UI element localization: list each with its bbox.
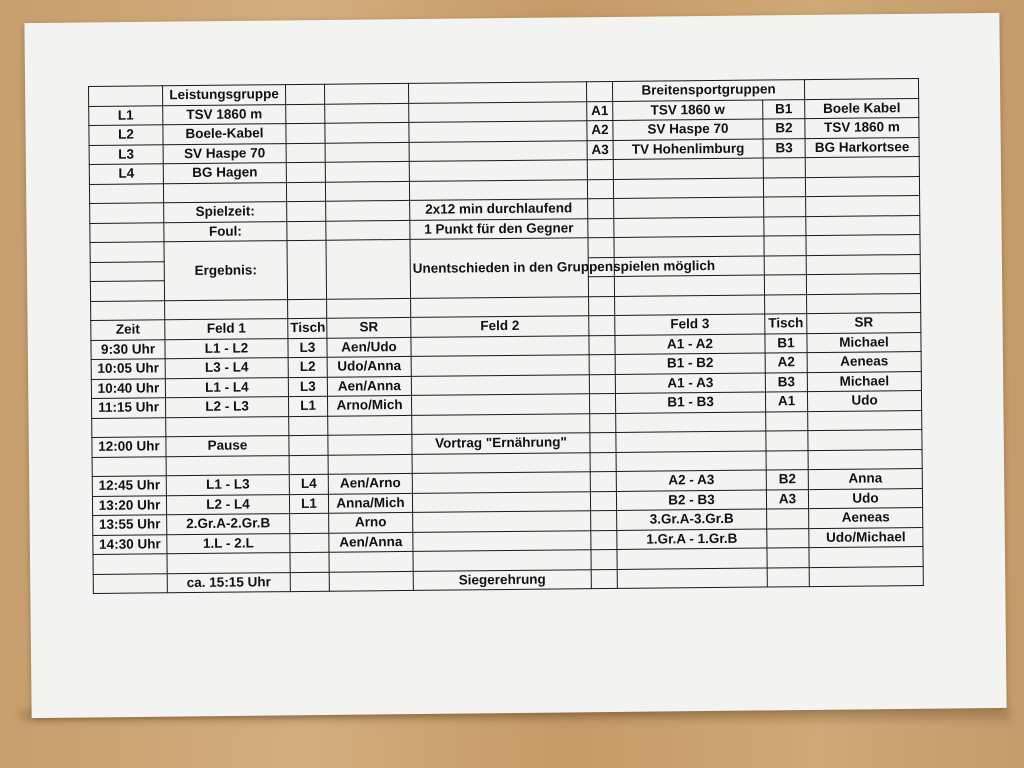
sr1-cell	[328, 454, 412, 474]
zeit-cell: 10:40 Uhr	[91, 378, 165, 398]
empty-cell	[586, 81, 612, 101]
feld3-cell: B1 - B2	[615, 353, 765, 374]
sr3-cell	[809, 547, 923, 568]
empty-cell	[90, 281, 164, 301]
sr1-cell	[329, 551, 413, 571]
zeit-cell: 13:55 Uhr	[93, 515, 167, 535]
ergebnis-label: Ergebnis:	[164, 241, 288, 301]
empty-cell	[163, 182, 286, 203]
empty-cell	[591, 569, 617, 589]
empty-cell	[806, 274, 920, 295]
feld3-cell: A2 - A3	[616, 470, 766, 491]
breiten-a-name: SV Haspe 70	[613, 119, 763, 140]
empty-cell	[765, 294, 807, 314]
empty-cell	[326, 220, 410, 240]
breiten-b-name: Boele Kabel	[805, 98, 919, 119]
empty-cell	[615, 295, 765, 316]
breiten-a-name: TV Hohenlimburg	[613, 139, 763, 160]
empty-cell	[286, 162, 325, 182]
tisch1-cell	[290, 552, 329, 572]
feld1-cell: ca. 15:15 Uhr	[167, 572, 290, 593]
zeit-cell: 12:45 Uhr	[92, 476, 166, 496]
empty-cell	[591, 510, 617, 530]
sr1-cell: Aen/Anna	[329, 532, 413, 552]
tisch3-header: Tisch	[765, 314, 807, 334]
empty-cell	[587, 179, 613, 199]
empty-cell	[409, 121, 587, 142]
sr1-cell: Arno/Mich	[327, 395, 411, 415]
empty-cell	[806, 235, 920, 256]
empty-cell	[90, 222, 164, 242]
sr3-cell	[809, 566, 923, 587]
tisch3-cell	[767, 509, 809, 529]
tisch1-cell	[290, 513, 329, 533]
empty-cell	[325, 181, 409, 201]
empty-cell	[590, 432, 616, 452]
sr3-cell: Michael	[807, 371, 921, 392]
empty-cell	[807, 293, 921, 314]
sr3-cell: Aeneas	[809, 508, 923, 529]
empty-cell	[324, 83, 408, 103]
feld2-cell	[412, 472, 590, 493]
empty-cell	[614, 217, 764, 238]
feld3-header: Feld 3	[615, 314, 765, 335]
leistung-team-name: SV Haspe 70	[163, 143, 286, 164]
empty-cell	[806, 196, 920, 217]
leistung-team-code: L4	[89, 164, 163, 184]
empty-cell	[764, 275, 806, 295]
empty-cell	[90, 242, 164, 262]
empty-cell	[613, 158, 763, 179]
empty-cell	[90, 261, 164, 281]
empty-cell	[409, 160, 587, 181]
feld3-cell	[616, 451, 766, 472]
zeit-cell	[92, 417, 166, 437]
empty-cell	[589, 374, 615, 394]
tisch1-header: Tisch	[288, 318, 327, 338]
tisch1-cell: L1	[289, 494, 328, 514]
zeit-cell: 9:30 Uhr	[91, 339, 165, 359]
leistung-team-code: L2	[89, 125, 163, 145]
sr3-cell	[808, 410, 922, 431]
sr3-cell: Anna	[808, 469, 922, 490]
sr1-header: SR	[327, 317, 411, 337]
sr3-cell: Aeneas	[807, 352, 921, 373]
empty-cell	[165, 299, 288, 320]
zeit-cell	[92, 456, 166, 476]
sr3-cell: Udo/Michael	[809, 527, 923, 548]
empty-cell	[588, 237, 614, 257]
feld3-cell: B1 - B3	[615, 392, 765, 413]
feld1-cell: Pause	[166, 436, 289, 457]
sr1-cell: Arno	[329, 512, 413, 532]
feld1-cell	[166, 416, 289, 437]
empty-cell	[285, 84, 324, 104]
ergebnis-value: Unentschieden in den Gruppenspielen möglich	[410, 238, 589, 298]
empty-cell	[409, 101, 587, 122]
empty-cell	[763, 158, 805, 178]
leistung-team-code: L1	[89, 105, 163, 125]
empty-cell	[411, 296, 589, 317]
leistung-team-code: L3	[89, 144, 163, 164]
tisch3-cell: A2	[765, 353, 807, 373]
tisch1-cell	[289, 416, 328, 436]
leistungsgruppe-header: Leistungsgruppe	[163, 85, 286, 106]
breiten-a-name: TSV 1860 w	[613, 100, 763, 121]
empty-cell	[325, 103, 409, 123]
empty-cell	[613, 178, 763, 199]
empty-cell	[806, 254, 920, 275]
empty-cell	[587, 159, 613, 179]
breitensportgruppen-header: Breitensportgruppen	[612, 80, 804, 101]
sr1-cell: Udo/Anna	[327, 356, 411, 376]
tisch3-cell	[766, 411, 808, 431]
leistung-team-name: Boele-Kabel	[163, 124, 286, 145]
empty-cell	[89, 86, 163, 106]
feld2-cell	[412, 413, 590, 434]
sr3-cell: Udo	[807, 391, 921, 412]
breiten-b-code: B3	[763, 138, 805, 158]
sr3-cell: Udo	[808, 488, 922, 509]
empty-cell	[805, 176, 919, 197]
empty-cell	[325, 122, 409, 142]
foul-value: 1 Punkt für den Gegner	[410, 218, 588, 239]
tisch3-cell	[767, 567, 809, 587]
empty-cell	[591, 530, 617, 550]
feld2-cell	[413, 511, 591, 532]
sr1-cell	[328, 434, 412, 454]
feld3-cell: A1 - A3	[615, 373, 765, 394]
feld3-cell: A1 - A2	[615, 334, 765, 355]
tisch1-cell: L3	[288, 377, 327, 397]
breiten-b-name: BG Harkortsee	[805, 137, 919, 158]
empty-cell	[804, 79, 918, 100]
tisch3-cell	[767, 548, 809, 568]
feld1-cell: L2 - L4	[166, 494, 289, 515]
feld2-cell	[411, 374, 589, 395]
empty-cell	[589, 315, 615, 335]
empty-cell	[588, 198, 614, 218]
tisch3-cell: B2	[766, 470, 808, 490]
empty-cell	[588, 276, 614, 296]
empty-cell	[806, 215, 920, 236]
sr1-cell	[329, 571, 413, 591]
feld2-cell	[411, 394, 589, 415]
feld3-cell: B2 - B3	[616, 490, 766, 511]
empty-cell	[805, 157, 919, 178]
empty-cell	[764, 216, 806, 236]
empty-cell	[591, 549, 617, 569]
feld1-cell	[167, 553, 290, 574]
empty-cell	[764, 197, 806, 217]
zeit-cell	[93, 573, 167, 593]
empty-cell	[325, 142, 409, 162]
feld2-cell: Siegerehrung	[413, 569, 591, 590]
tisch3-cell: B1	[765, 333, 807, 353]
tisch1-cell	[289, 435, 328, 455]
sr1-cell	[328, 415, 412, 435]
zeit-cell: 14:30 Uhr	[93, 534, 167, 554]
empty-cell	[286, 104, 325, 124]
zeit-cell: 10:05 Uhr	[91, 359, 165, 379]
sr3-cell: Michael	[807, 332, 921, 353]
empty-cell	[764, 236, 806, 256]
zeit-header: Zeit	[91, 320, 165, 340]
feld2-header: Feld 2	[411, 316, 589, 337]
feld1-cell: L2 - L3	[165, 397, 288, 418]
empty-cell	[589, 296, 615, 316]
leistung-team-name: TSV 1860 m	[163, 104, 286, 125]
empty-cell	[614, 197, 764, 218]
tisch3-cell: B3	[765, 372, 807, 392]
breiten-a-code: A2	[587, 120, 613, 140]
tisch1-cell	[290, 533, 329, 553]
tisch3-cell	[766, 431, 808, 451]
feld1-header: Feld 1	[165, 319, 288, 340]
empty-cell	[614, 275, 764, 296]
feld2-cell: Vortrag "Ernährung"	[412, 433, 590, 454]
feld2-cell	[413, 530, 591, 551]
feld1-cell: L1 - L2	[165, 338, 288, 359]
empty-cell	[763, 177, 805, 197]
feld1-cell: 2.Gr.A-2.Gr.B	[167, 514, 290, 535]
feld1-cell	[166, 455, 289, 476]
tisch1-cell: L4	[289, 474, 328, 494]
breiten-a-code: A1	[587, 101, 613, 121]
spielzeit-label: Spielzeit:	[164, 202, 287, 223]
feld2-cell	[412, 491, 590, 512]
empty-cell	[286, 182, 325, 202]
empty-cell	[614, 236, 764, 257]
empty-cell	[588, 218, 614, 238]
tisch1-cell	[289, 455, 328, 475]
empty-cell	[89, 183, 163, 203]
breiten-b-code: B1	[763, 99, 805, 119]
empty-cell	[589, 354, 615, 374]
empty-cell	[91, 300, 165, 320]
feld3-cell	[617, 568, 767, 589]
empty-cell	[288, 299, 327, 319]
tournament-schedule-table	[88, 78, 924, 594]
sr3-cell	[808, 449, 922, 470]
empty-cell	[325, 161, 409, 181]
sr1-cell: Anna/Mich	[328, 493, 412, 513]
tisch1-cell: L3	[288, 338, 327, 358]
empty-cell	[589, 393, 615, 413]
foul-label: Foul:	[164, 221, 287, 242]
feld1-cell: L1 - L3	[166, 475, 289, 496]
empty-cell	[590, 413, 616, 433]
feld2-cell	[411, 355, 589, 376]
zeit-cell	[93, 554, 167, 574]
empty-cell	[326, 200, 410, 220]
breiten-a-code: A3	[587, 140, 613, 160]
feld2-cell	[411, 335, 589, 356]
sr3-header: SR	[807, 313, 921, 334]
feld2-cell	[412, 452, 590, 473]
empty-cell	[286, 143, 325, 163]
empty-cell	[286, 123, 325, 143]
empty-cell	[409, 140, 587, 161]
spielzeit-value: 2x12 min durchlaufend	[410, 199, 588, 220]
empty-cell	[590, 491, 616, 511]
feld1-cell: 1.L - 2.L	[167, 533, 290, 554]
tisch1-cell: L2	[288, 357, 327, 377]
breiten-b-name: TSV 1860 m	[805, 118, 919, 139]
empty-cell	[589, 335, 615, 355]
feld1-cell: L3 - L4	[165, 358, 288, 379]
empty-cell	[409, 179, 587, 200]
feld3-cell	[617, 548, 767, 569]
tisch3-cell: A3	[766, 489, 808, 509]
empty-cell	[287, 201, 326, 221]
feld3-cell: 3.Gr.A-3.Gr.B	[617, 509, 767, 530]
sr3-cell	[808, 430, 922, 451]
empty-cell	[590, 452, 616, 472]
tisch3-cell: A1	[765, 392, 807, 412]
zeit-cell: 12:00 Uhr	[92, 437, 166, 457]
feld3-cell	[616, 412, 766, 433]
feld3-cell	[616, 431, 766, 452]
leistung-team-name: BG Hagen	[163, 163, 286, 184]
empty-cell	[327, 298, 411, 318]
tisch1-cell: L1	[288, 396, 327, 416]
tisch3-cell	[767, 528, 809, 548]
breiten-b-code: B2	[763, 119, 805, 139]
empty-cell	[764, 255, 806, 275]
empty-cell	[287, 221, 326, 241]
sr1-cell: Aen/Arno	[328, 473, 412, 493]
sr1-cell: Aen/Udo	[327, 337, 411, 357]
feld2-cell	[413, 550, 591, 571]
empty-cell	[287, 240, 327, 299]
feld3-cell: 1.Gr.A - 1.Gr.B	[617, 529, 767, 550]
empty-cell	[326, 239, 411, 298]
empty-cell	[408, 82, 586, 103]
zeit-cell: 11:15 Uhr	[91, 398, 165, 418]
feld1-cell: L1 - L4	[165, 377, 288, 398]
sr1-cell: Aen/Anna	[327, 376, 411, 396]
zeit-cell: 13:20 Uhr	[92, 495, 166, 515]
tisch3-cell	[766, 450, 808, 470]
empty-cell	[90, 203, 164, 223]
empty-cell	[590, 471, 616, 491]
tisch1-cell	[290, 572, 329, 592]
